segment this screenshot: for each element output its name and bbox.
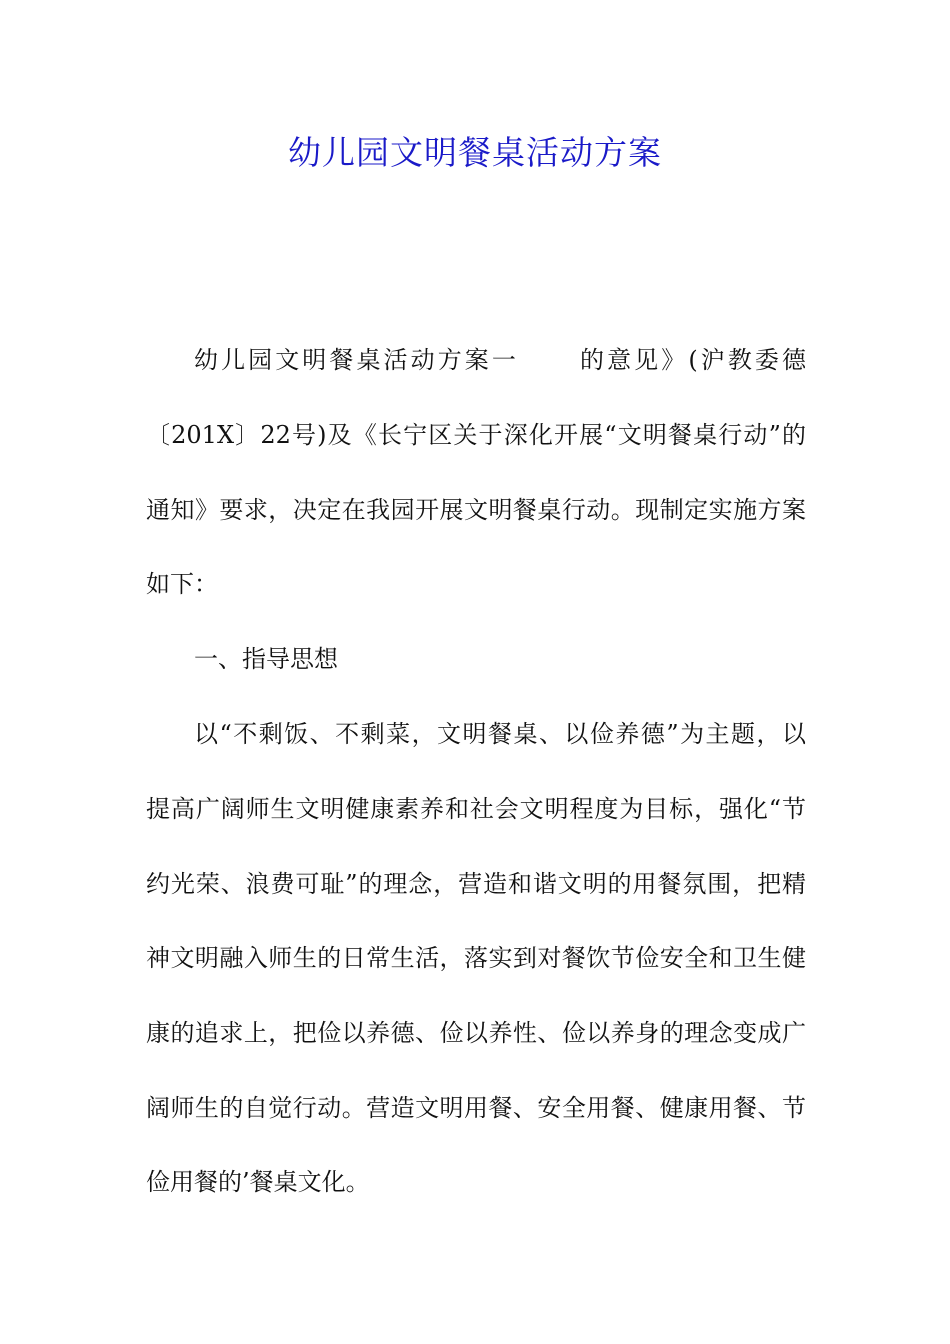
paragraph-line: 约光荣、浪费可耻”的理念，营造和谐文明的用餐氛围，把精	[146, 870, 806, 898]
paragraph-line: 以“不剩饭、不剩菜，文明餐桌、以俭养德”为主题，以	[194, 720, 806, 748]
paragraph-line: 提高广阔师生文明健康素养和社会文明程度为目标，强化“节	[146, 795, 806, 823]
paragraph-line: 通知》要求，决定在我园开展文明餐桌行动。现制定实施方案	[146, 496, 806, 524]
document-title: 幼儿园文明餐桌活动方案	[288, 133, 662, 172]
paragraph-line: 神文明融入师生的日常生活，落实到对餐饮节俭安全和卫生健	[146, 944, 806, 972]
paragraph-line: 阔师生的自觉行动。营造文明用餐、安全用餐、健康用餐、节	[146, 1094, 806, 1122]
section-heading: 一、指导思想	[194, 645, 338, 673]
paragraph-line: 康的追求上，把俭以养德、俭以养性、俭以养身的理念变成广	[146, 1019, 806, 1047]
paragraph-text: 的意见》(沪教委德	[576, 346, 806, 374]
paragraph-line	[194, 342, 806, 378]
paragraph-text: 幼儿园文明餐桌活动方案一	[194, 346, 519, 374]
paragraph-line: 如下：	[146, 570, 218, 598]
paragraph-line: 俭用餐的’餐桌文化。	[146, 1168, 370, 1196]
paragraph-line: 〔201X〕22号)及《长宁区关于深化开展“文明餐桌行动”的	[146, 421, 806, 449]
